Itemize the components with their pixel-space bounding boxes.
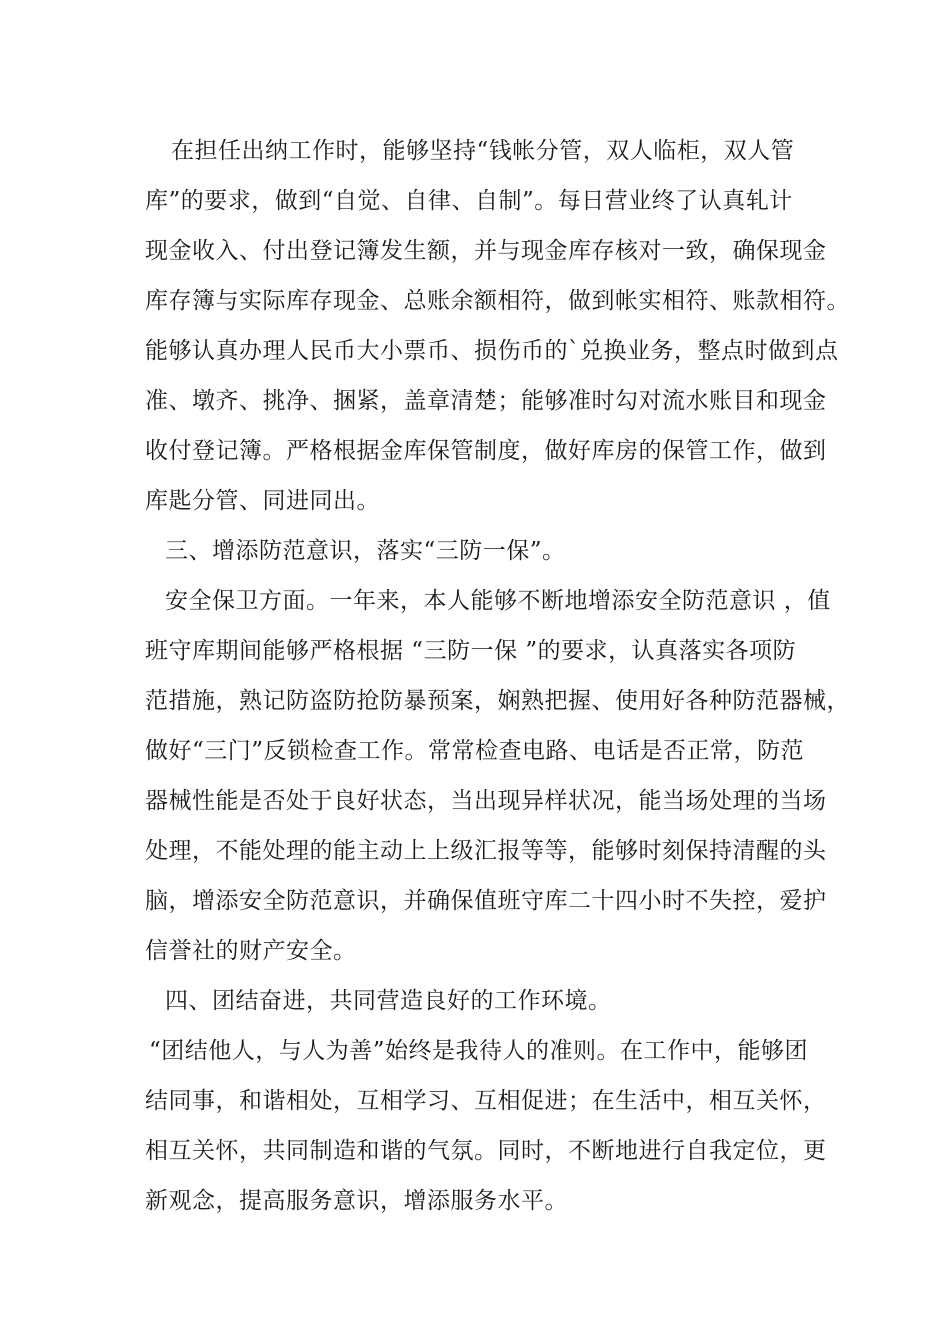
paragraph-line: 新观念，提高服务意识，增添服务水平。: [145, 1188, 568, 1214]
paragraph-line: 班守库期间能够严格根据 “三防一保 ”的要求，认真落实各项防: [145, 638, 797, 664]
paragraph-line: 信誉社的财产安全。: [145, 938, 357, 964]
document-body: [145, 126, 850, 1226]
paragraph-line: 处理，不能处理的能主动上上级汇报等等，能够时刻保持清醒的头: [145, 838, 827, 864]
paragraph-line: 器械性能是否处于良好状态，当出现异样状况，能当场处理的当场: [145, 788, 827, 814]
paragraph-line: 准、墩齐、挑净、捆紧，盖章清楚；能够准时勾对流水账目和现金: [145, 388, 827, 414]
paragraph-line: 能够认真办理人民币大小票币、损伤币的`兑换业务，整点时做到点: [145, 338, 839, 364]
paragraph-line: 范措施，熟记防盗防抢防暴预案，娴熟把握、使用好各种防范器械，: [145, 688, 850, 714]
section-heading: 四、团结奋进，共同营造良好的工作环境。: [165, 988, 612, 1014]
paragraph-line: 相互关怀，共同制造和谐的气氛。同时，不断地进行自我定位，更: [145, 1138, 827, 1164]
paragraph-line: “团结他人，与人为善”始终是我待人的准则。在工作中，能够团: [149, 1038, 809, 1064]
paragraph-line: 安全保卫方面。一年来，本人能够不断地增添安全防范意识 ，值: [165, 588, 831, 614]
paragraph-line: 结同事，和谐相处，互相学习、互相促进；在生活中，相互关怀，: [145, 1088, 827, 1114]
paragraph-line: 在担任出纳工作时，能够坚持“钱帐分管，双人临柜，双人管: [171, 138, 795, 164]
paragraph-line: 库匙分管、同进同出。: [145, 488, 380, 514]
paragraph-line: 收付登记簿。严格根据金库保管制度，做好库房的保管工作，做到: [145, 438, 827, 464]
paragraph-line: 现金收入、付出登记簿发生额，并与现金库存核对一致，确保现金: [145, 238, 827, 264]
paragraph-line: 做好“三门”反锁检查工作。常常检查电路、电话是否正常，防范: [145, 738, 805, 764]
paragraph-line: 脑，增添安全防范意识，并确保值班守库二十四小时不失控，爱护: [145, 888, 827, 914]
paragraph-line: 库”的要求，做到“自觉、自律、自制”。每日营业终了认真轧计: [145, 188, 793, 214]
paragraph-line: 库存簿与实际库存现金、总账余额相符，做到帐实相符、账款相符。: [145, 288, 850, 314]
section-heading: 三、增添防范意识，落实“三防一保”。: [165, 538, 566, 564]
